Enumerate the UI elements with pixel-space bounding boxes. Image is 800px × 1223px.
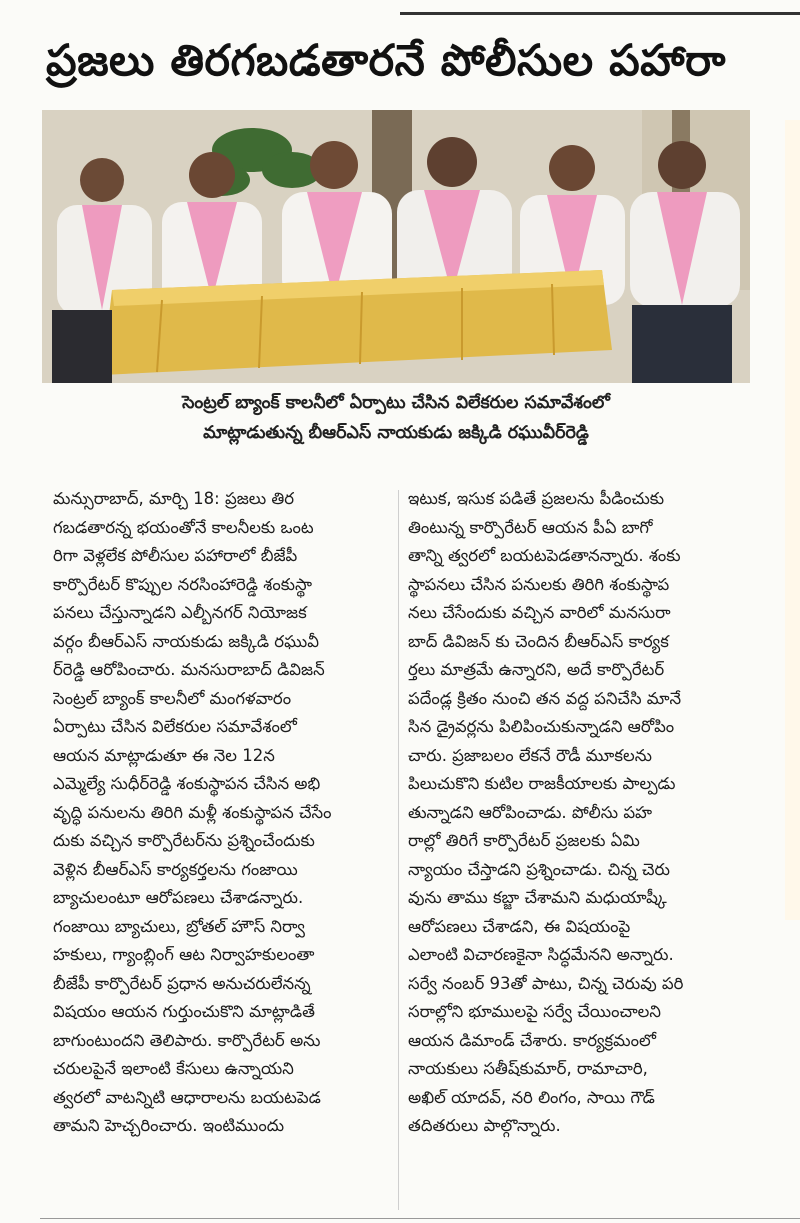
- article-line: ఆయన డిమాండ్‌ చేశారు. కార్యక్రమంలో: [408, 1030, 656, 1050]
- article-line: రిగా వెళ్లలేక పోలీసుల పహారాలో బీజేపీ: [53, 546, 298, 565]
- article-line: చరులపైనే ఇలాంటి కేసులు ఉన్నాయని: [53, 1059, 294, 1078]
- article-line: బీజేపీ కార్పొరేటర్‌ ప్రధాన అనుచరులేనన్న: [53, 973, 311, 993]
- article-line: దుకు వచ్చిన కార్పొరేటర్‌ను ప్రశ్నించేందుకు: [53, 831, 315, 850]
- headline: ప్రజలు తిరగబడతారనే పోలీసుల పహారా: [46, 36, 726, 86]
- column-divider: [398, 490, 399, 1210]
- article-line: ఆరోపణలు చేశాడని, ఈ విషయంపై: [408, 916, 631, 936]
- page-edge-strip: [785, 120, 800, 920]
- article-line: ఇటుక, ఇసుక పడితే ప్రజలను పీడించుకు: [408, 489, 665, 508]
- press-meet-photo: [42, 110, 750, 383]
- article-line: రాల్లో తిరిగే కార్పొరేటర్‌ ప్రజలకు ఏమి: [408, 831, 640, 850]
- article-line: సిన డ్రైవర్లను పిలిపించుకున్నాడని ఆరోపిం: [408, 717, 675, 736]
- article-line: సరాల్లోని భూములపై సర్వే చేయించాలని: [408, 1002, 661, 1021]
- article-line: తున్నాడని ఆరోపించాడు. పోలీసు పహ: [408, 802, 653, 822]
- article-line: బాగుంటుందని తెలిపారు. కార్పొరేటర్‌ అను: [53, 1030, 321, 1050]
- article-line: సర్వే నంబర్‌ 93తో పాటు, చిన్న చెరువు పరి: [408, 973, 684, 993]
- article-line: న్యాయం చేస్తాడని ప్రశ్నించాడు. చిన్న చెరు: [408, 859, 671, 879]
- article-line: నలు చేసేందుకు వచ్చిన వారిలో మనసురా: [408, 603, 671, 622]
- article-line: బ్యాచులంటూ ఆరోపణలు చేశాడన్నారు.: [53, 888, 304, 907]
- article-line: ఆయన మాట్లాడుతూ ఈ నెల 12న: [53, 745, 275, 765]
- article-line: చారు. ప్రజాబలం లేకనే రౌడీ మూకలను: [408, 745, 652, 765]
- article-line: అఖిల్‌ యాదవ్‌, నరి లింగం, సాయి గౌడ్‌: [408, 1087, 655, 1107]
- article-line: సెంట్రల్‌ బ్యాంక్‌ కాలనీలో మంగళవారం: [53, 688, 292, 708]
- article-line: పదేండ్ల క్రితం నుంచి తన వద్ద పనిచేసి మానే: [408, 688, 682, 708]
- article-line: ర్తలు మాత్రమే ఉన్నారని, అదే కార్పొరేటర్‌: [408, 660, 665, 679]
- bottom-rule: [40, 1218, 800, 1219]
- press-meet-illustration: [42, 110, 750, 383]
- article-line: ఎలాంటి విచారణకైనా సిద్ధమేనని అన్నారు.: [408, 945, 674, 964]
- caption-line-1: సెంట్రల్‌ బ్యాంక్‌ కాలనీలో ఏర్పాటు చేసిన విలేకరుల సమావేశంలో: [182, 393, 610, 413]
- article-line: త్వరలో వాటన్నిటి ఆధారాలను బయటపెడ: [53, 1087, 321, 1107]
- article-line: తాన్ని త్వరలో బయటపెడతానన్నారు. శంకు: [408, 546, 681, 565]
- article-line: గంజాయి బ్యాచులు, బ్రోతల్‌ హౌస్‌ నిర్వా: [53, 916, 305, 936]
- article-line: హకులు, గ్యాంబ్లింగ్‌ ఆట నిర్వాహకులంతా: [53, 945, 315, 964]
- photo-caption: [42, 388, 750, 448]
- article-line: వృద్ధి పనులను తిరిగి మళ్లీ శంకుస్థాపన చేసేం: [53, 802, 332, 822]
- article-line: ర్‌రెడ్డి ఆరోపించారు. మనసురాబాద్‌ డివిజన్‌: [53, 660, 325, 679]
- article-line: తదితరులు పాల్గొన్నారు.: [408, 1116, 561, 1135]
- article-line: ఎమ్మెల్యే సుధీర్‌రెడ్డి శంకుస్థాపన చేసిన అభి: [53, 774, 321, 793]
- caption-line-2: మాట్లాడుతున్న బీఆర్‌ఎస్‌ నాయకుడు జక్కిడి రఘువీర్‌రెడ్డి: [203, 423, 589, 443]
- article-line: వెళ్లిన బీఆర్‌ఎస్‌ కార్యకర్తలను గంజాయి: [53, 859, 298, 879]
- article-line: గబడతారన్న భయంతోనే కాలనీలకు ఒంట: [53, 517, 314, 537]
- article-line: పనలు చేస్తున్నాడని ఎల్బీనగర్‌ నియోజక: [53, 603, 307, 622]
- article-line: స్థాపనలు చేసిన పనులకు తిరిగి శంకుస్థాప: [408, 574, 670, 594]
- article-line: బాద్‌ డివిజన్‌ కు చెందిన బీఆర్‌ఎస్‌ కార్యక: [408, 631, 669, 651]
- article-line: కార్పొరేటర్‌ కొప్పుల నరసింహారెడ్డి శంకుస్థా: [53, 574, 313, 594]
- article-line: పిలుచుకొని కుటిల రాజకీయాలకు పాల్పడు: [408, 774, 676, 793]
- article-line: తింటున్న కార్పొరేటర్‌ ఆయన పీఏ బాగో: [408, 517, 653, 537]
- article-line: నాయకులు సతీష్‌కుమార్‌, రామాచారి,: [408, 1059, 648, 1078]
- article-line: మన్సురాబాద్‌, మార్చి 18: ప్రజలు తిర: [53, 489, 295, 508]
- article-line: వును తాము కబ్జా చేశామని మధుయాష్కీ: [408, 888, 667, 907]
- article-line: విషయం ఆయన గుర్తుంచుకొని మాట్లాడితే: [53, 1002, 315, 1021]
- article-line: తామని హెచ్చరించారు. ఇంటిముందు: [53, 1116, 285, 1135]
- top-rule: [400, 12, 800, 15]
- article-line: ఏర్పాటు చేసిన విలేకరుల సమావేశంలో: [53, 717, 297, 736]
- article-line: వర్గం బీఆర్‌ఎస్‌ నాయకుడు జక్కిడి రఘువీ: [53, 631, 319, 651]
- article-left-column: [53, 485, 398, 1141]
- article-right-column: [408, 485, 753, 1141]
